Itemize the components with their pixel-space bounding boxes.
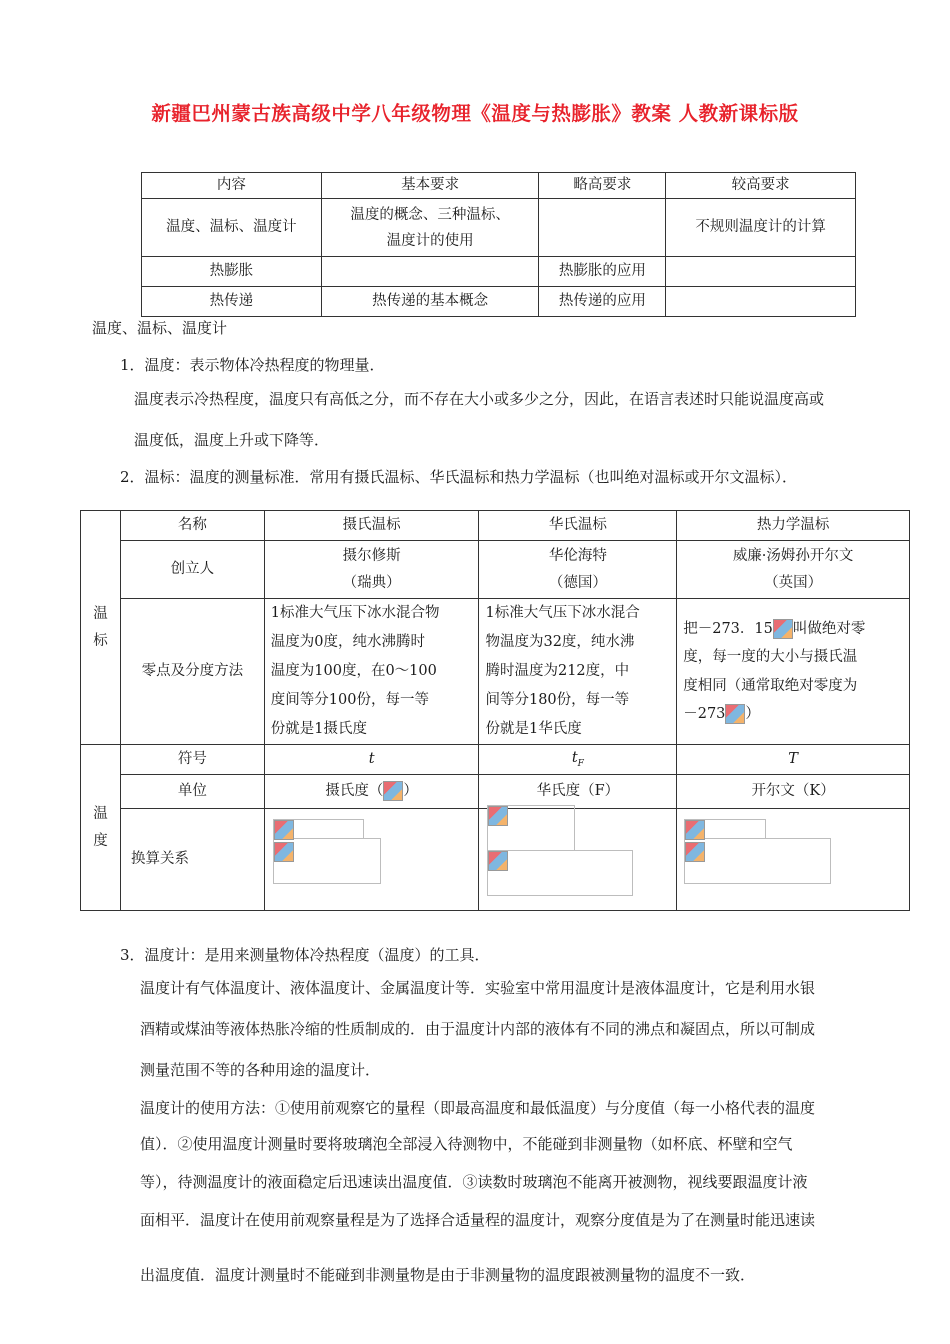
header-cell: 名称 (120, 511, 264, 541)
founder-name: 威廉·汤姆孙开尔文 (732, 547, 854, 564)
image-placeholder-icon (488, 851, 508, 871)
group-char: 温 (93, 606, 108, 623)
cell-line: 温度的概念、三种温标、 (350, 206, 510, 223)
founder-name: 华伦海特 (548, 547, 607, 564)
table-cell: 热膨胀的应用 (539, 257, 666, 287)
unit-cell: 开尔文（K） (677, 775, 910, 809)
paragraph-line: 等），待测温度计的液面稳定后迅速读出温度值．③读数时玻璃泡不能离开被测物，视线要跟温度计液 (140, 1173, 808, 1191)
formula-image-frame (487, 850, 633, 896)
requirements-table (141, 172, 856, 317)
cell-line: 1标准大气压下冰水混合 (485, 605, 640, 621)
cell-line: 份就是1摄氏度 (270, 721, 367, 737)
image-placeholder-icon (685, 820, 705, 840)
image-placeholder-icon (274, 820, 294, 840)
paragraph-line: 测量范围不等的各种用途的温度计． (140, 1061, 381, 1079)
symbol-cell: T (677, 745, 910, 775)
paragraph-line: 温度计有气体温度计、液体温度计、金属温度计等．实验室中常用温度计是液体温度计，它是利用水银 (140, 979, 816, 997)
table-cell: 不规则温度计的计算 (666, 199, 856, 257)
table-cell (321, 257, 539, 287)
table-cell: 热传递 (142, 287, 322, 317)
symbol-label: 符号 (120, 745, 264, 775)
header-cell: 略高要求 (539, 173, 666, 199)
founder-country: （德国） (548, 574, 607, 591)
table-cell: 热传递的基本概念 (321, 287, 539, 317)
symbol-cell: t (264, 745, 479, 775)
image-placeholder-icon (725, 704, 745, 724)
cell-line: 腾时温度为212度，中 (485, 663, 630, 679)
group-char: 温 (93, 806, 108, 823)
table-cell (321, 199, 539, 257)
image-placeholder-icon (773, 619, 793, 639)
paragraph-line: 面相平．温度计在使用前观察量程是为了选择合适量程的温度计，观察分度值是为了在测量时能迅速读 (140, 1211, 816, 1229)
document-title: 新疆巴州蒙古族高级中学八年级物理《温度与热膨胀》教案 人教新课标版 (151, 102, 799, 125)
image-placeholder-icon (274, 842, 294, 862)
cell-line: 度间等分100份，每一等 (270, 692, 429, 708)
section-heading: 温度、温标、温度计 (92, 319, 228, 337)
header-cell: 较高要求 (666, 173, 856, 199)
cell-line: 度，每一度的大小与摄氏温 (683, 649, 858, 666)
unit-text: ） (403, 782, 418, 799)
header-cell: 热力学温标 (677, 511, 910, 541)
founder-cell (677, 541, 910, 599)
cell-line: ） (745, 705, 760, 722)
table-cell (539, 199, 666, 257)
image-placeholder-icon (685, 842, 705, 862)
cell-line: 温度计的使用 (386, 232, 474, 249)
cell-line: 温度为0度，纯水沸腾时 (270, 634, 425, 650)
cell-line: 物温度为32度，纯水沸 (485, 634, 635, 650)
paragraph-line: 温度计的使用方法：①使用前观察它的量程（即最高温度和最低温度）与分度值（每一小格代表的温度 (140, 1099, 816, 1117)
cell-line: 把－273．15 (683, 620, 773, 637)
group-label-scale (81, 511, 121, 745)
founder-country: （英国） (764, 574, 823, 591)
paragraph-line: 温度低，温度上升或下降等． (134, 431, 330, 449)
founder-cell (264, 541, 479, 599)
zero-label: 零点及分度方法 (120, 599, 264, 745)
unit-cell (264, 775, 479, 809)
founder-name: 摄尔修斯 (342, 547, 401, 564)
item-2-heading: 2．温标：温度的测量标准．常用有摄氏温标、华氏温标和热力学温标（也叫绝对温标或开尔文温标）． (120, 468, 798, 486)
table-cell: 热传递的应用 (539, 287, 666, 317)
paragraph-line: 值）．②使用温度计测量时要将玻璃泡全部浸入待测物中，不能碰到非测量物（如杯底、杯壁和空气 (140, 1135, 793, 1153)
unit-text: 摄氏度（ (325, 782, 384, 799)
cell-line: 度相同（通常取绝对零度为 (683, 677, 858, 694)
cell-line: 温度为100度，在0～100 (270, 663, 437, 679)
cell-line: 叫做绝对零 (792, 620, 866, 637)
cell-line: 份就是1华氏度 (485, 721, 582, 737)
header-cell: 内容 (142, 173, 322, 199)
cell-line: 1标准大气压下冰水混合物 (270, 605, 440, 621)
table-cell: 温度、温标、温度计 (142, 199, 322, 257)
conversion-label: 换算关系 (120, 809, 264, 911)
symbol-cell (479, 745, 677, 775)
unit-label: 单位 (120, 775, 264, 809)
image-placeholder-icon (488, 806, 508, 826)
header-cell: 基本要求 (321, 173, 539, 199)
paragraph-line: 酒精或煤油等液体热胀冷缩的性质制成的．由于温度计内部的液体有不同的沸点和凝固点，所以可制成 (140, 1020, 816, 1038)
table-cell (666, 257, 856, 287)
cell-line: 间等分180份，每一等 (485, 692, 630, 708)
header-cell: 摄氏温标 (264, 511, 479, 541)
founder-cell (479, 541, 677, 599)
table-cell: 热膨胀 (142, 257, 322, 287)
zero-cell-kelvin (677, 599, 910, 745)
group-char: 度 (93, 832, 108, 849)
paragraph-line: 温度表示冷热程度，温度只有高低之分，而不存在大小或多少之分，因此，在语言表述时只能说温度高或 (134, 390, 825, 408)
founder-label: 创立人 (120, 541, 264, 599)
group-char: 标 (93, 632, 108, 649)
zero-cell-celsius (264, 599, 479, 745)
image-placeholder-icon (383, 781, 403, 801)
paragraph-line: 出温度值．温度计测量时不能碰到非测量物是由于非测量物的温度跟被测量物的温度不一致． (140, 1266, 756, 1284)
symbol-text: t (571, 750, 578, 767)
header-cell: 华氏温标 (479, 511, 677, 541)
founder-country: （瑞典） (342, 574, 401, 591)
symbol-subscript: F (577, 759, 584, 770)
unit-cell: 华氏度（F） (479, 775, 677, 809)
group-label-temperature (81, 745, 121, 911)
item-1-heading: 1．温度：表示物体冷热程度的物理量． (120, 356, 385, 374)
cell-line: －273 (683, 705, 726, 722)
formula-image-frame (684, 838, 831, 884)
item-3-heading: 3．温度计：是用来测量物体冷热程度（温度）的工具． (120, 946, 490, 964)
table-cell (666, 287, 856, 317)
zero-cell-fahrenheit (479, 599, 677, 745)
